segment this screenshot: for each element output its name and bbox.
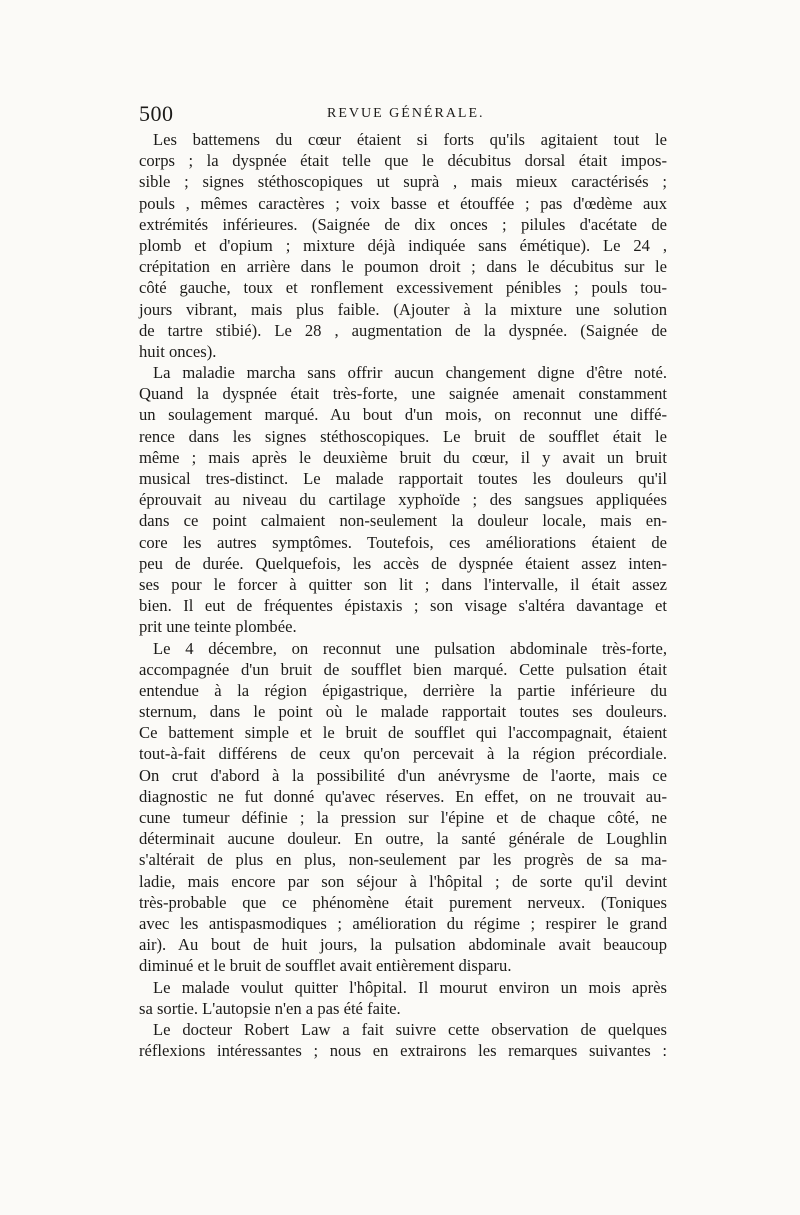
text-line: Le 4 décembre, on reconnut une pulsation abdominale très-forte, [153,638,667,658]
running-head: REVUE GÉNÉRALE. [327,106,485,121]
text-line: de tartre stibié). Le 28 , augmentation de la dyspnée. (Saignée de [139,320,667,340]
text-line: rence dans les signes stéthoscopiques. Le bruit de soufflet était le [139,426,667,446]
text-line: ladie, mais encore par son séjour à l'hôpital ; de sorte qu'il devint [139,871,667,891]
text-line: Les battemens du cœur étaient si forts qu'ils agitaient tout le [153,130,667,149]
text-line: La maladie marcha sans offrir aucun changement digne d'être noté. [153,363,667,383]
text-line: même ; mais après le deuxième bruit du cœur, il y avait un bruit [139,447,667,467]
text-line: sa sortie. L'autopsie n'en a pas été faite. [139,998,401,1018]
text-line: entendue à la région épigastrique, derrière la partie inférieure du [139,680,667,700]
text-line: ses pour le forcer à quitter son lit ; dans l'intervalle, il était assez [139,574,667,594]
text-line: air). Au bout de huit jours, la pulsation abdominale avait beaucoup [139,935,667,955]
text-line: Le docteur Robert Law a fait suivre cette observation de quelques [153,1019,667,1039]
text-line: On crut d'abord à la possibilité d'un anévrysme de l'aorte, mais ce [139,765,667,785]
text-line: réflexions intéressantes ; nous en extrairons les remarques suivantes : [139,1041,667,1061]
text-line: sternum, dans le point où le malade rapportait toutes ses douleurs. [139,702,667,722]
body-text [139,129,667,1061]
text-line: un soulagement marqué. Au bout d'un mois, on reconnut une diffé- [139,405,667,425]
text-line: jours vibrant, mais plus faible. (Ajouter à la mixture une solution [139,299,667,319]
text-line: core les autres symptômes. Toutefois, ces améliorations étaient de [139,532,667,552]
text-line: bien. Il eut de fréquentes épistaxis ; son visage s'altéra davantage et [139,596,667,616]
text-line: avec les antispasmodiques ; amélioration du régime ; respirer le grand [139,913,667,933]
text-line: diagnostic ne fut donné qu'avec réserves. En effet, on ne trouvait au- [139,786,667,806]
text-line: crépitation en arrière dans le poumon droit ; dans le décubitus sur le [139,257,667,277]
page-number: 500 [139,101,174,126]
text-line: tout-à-fait différens de ceux qu'on percevait à la région précordiale. [139,744,667,764]
text-line: prit une teinte plombée. [139,617,297,637]
text-line: pouls , mêmes caractères ; voix basse et étouffée ; pas d'œdème aux [139,193,667,213]
text-line: extrémités inférieures. (Saignée de dix onces ; pilules d'acétate de [139,214,667,234]
text-line: musical tres-distinct. Le malade rapportait toutes les douleurs qu'il [139,469,667,488]
text-line: dans ce point calmaient non-seulement la douleur locale, mais en- [139,511,667,531]
text-line: plomb et d'opium ; mixture déjà indiquée sans émétique). Le 24 , [139,235,667,255]
text-line: éprouvait au niveau du cartilage xyphoïde ; des sangsues appliquées [139,490,667,510]
page-header [139,101,669,127]
text-line: huit onces). [139,341,217,361]
text-line: Le malade voulut quitter l'hôpital. Il mourut environ un mois après [153,977,667,997]
text-line: peu de durée. Quelquefois, les accès de dyspnée étaient assez inten- [139,553,667,573]
text-line: cune tumeur définie ; la pression sur l'épine et de chaque côté, ne [139,808,667,827]
text-line: accompagnée d'un bruit de soufflet bien marqué. Cette pulsation était [139,659,667,679]
text-line: côté gauche, toux et ronflement excessivement pénibles ; pouls tou- [139,278,667,298]
text-line: corps ; la dyspnée était telle que le décubitus dorsal était impos- [139,151,667,171]
text-line: s'altérait de plus en plus, non-seulement par les progrès de sa ma- [139,850,667,870]
text-line: très-probable que ce phénomène était purement nerveux. (Toniques [139,892,667,912]
text-line: Quand la dyspnée était très-forte, une saignée amenait constamment [139,384,667,404]
text-line: sible ; signes stéthoscopiques ut suprà , mais mieux caractérisés ; [139,172,667,192]
text-line: Ce battement simple et le bruit de soufflet qui l'accompagnait, étaient [139,723,667,743]
text-line: déterminait aucune douleur. En outre, la santé générale de Loughlin [139,829,667,849]
text-line: diminué et le bruit de soufflet avait entièrement disparu. [139,956,512,976]
